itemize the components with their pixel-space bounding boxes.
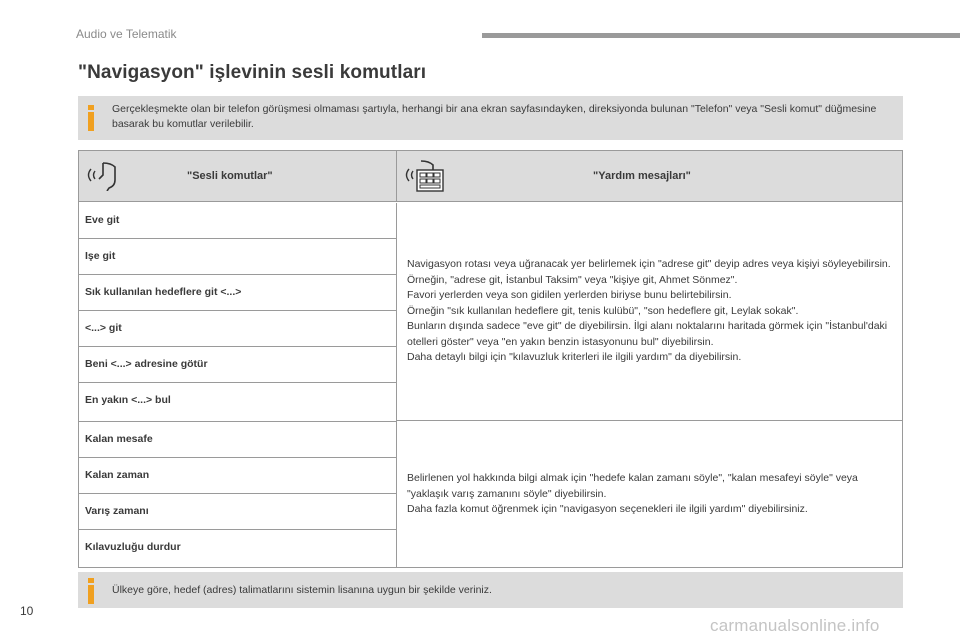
table-header (79, 151, 902, 202)
header-commands (79, 151, 397, 201)
table-row: Eve git (79, 203, 397, 239)
help-line: Favori yerlerden veya son gidilen yerlerden biriyse bunu belirtebilirsin. (407, 289, 732, 302)
voice-commands-table (78, 150, 903, 568)
top-info-text: Gerçekleşmekte olan bir telefon görüşmesi olmaması şartıyla, herhangi bir ana ekran sayfasındayken, direksiyonda bulunan "Telefon" veya "Sesli komut" düğmesine basarak bu komutlar verilebilir. (112, 103, 877, 130)
help-cell-navigation (397, 203, 902, 421)
help-line: Belirlenen yol hakkında bilgi almak için "hedefe kalan zamanı söyle", "kalan mesafeyi söyle" veya "yaklaşık varış zamanını söyle" diyebilirsin. (407, 472, 858, 500)
header-commands-label: "Sesli komutlar" (187, 170, 273, 182)
table-row: <...> git (79, 311, 397, 347)
help-line: Örneğin "sık kullanılan hedeflere git, tenis kulübü", "son hedeflere git, Leylak sokak". (407, 304, 799, 317)
table-row: Beni <...> adresine götür (79, 347, 397, 383)
info-icon (88, 105, 94, 131)
header-help-label: "Yardım mesajları" (593, 170, 691, 182)
table-row: En yakın <...> bul (79, 383, 397, 422)
help-line: Daha fazla komut öğrenmek için "navigasyon seçenekleri ile ilgili yardım" diyebilirsiniz. (407, 503, 808, 516)
voice-hand-icon (87, 159, 121, 194)
table-row: Işe git (79, 239, 397, 275)
help-line: Navigasyon rotası veya uğranacak yer belirlemek için "adrese git" deyip adres veya kişiyi söyleyebilirsin. (407, 258, 891, 271)
table-row: Kalan mesafe (79, 422, 397, 458)
table-row: Sık kullanılan hedeflere git <...> (79, 275, 397, 311)
page-number: 10 (20, 604, 34, 618)
help-line: Örneğin, "adrese git, İstanbul Taksim" veya "kişiye git, Ahmet Sönmez". (407, 273, 738, 286)
bottom-info-box (78, 572, 903, 608)
header-divider-bar (482, 33, 960, 38)
voice-screen-icon (403, 159, 451, 196)
top-info-box (78, 96, 903, 140)
table-row: Kılavuzluğu durdur (79, 530, 397, 567)
table-row: Kalan zaman (79, 458, 397, 494)
watermark: carmanualsonline.info (710, 616, 880, 635)
section-title: Audio ve Telematik (76, 27, 177, 41)
help-cell-guidance (397, 422, 902, 567)
table-row: Varış zamanı (79, 494, 397, 530)
page-heading: "Navigasyon" işlevinin sesli komutları (78, 62, 427, 83)
bottom-info-text: Ülkeye göre, hedef (adres) talimatlarını sistemin lisanına uygun bir şekilde veriniz. (112, 584, 492, 596)
help-line: Daha detaylı bilgi için "kılavuzluk kriterleri ile ilgili yardım" da diyebilirsin. (407, 351, 742, 364)
header-help (397, 151, 902, 201)
info-icon (88, 578, 94, 604)
help-line: Bunların dışında sadece "eve git" de diyebilirsin. İlgi alanı noktalarını haritada görmek için "İstanbul'daki otelleri göster" veya "en yakın benzin istasyonunu bul" diyebilirsin. (407, 320, 888, 348)
